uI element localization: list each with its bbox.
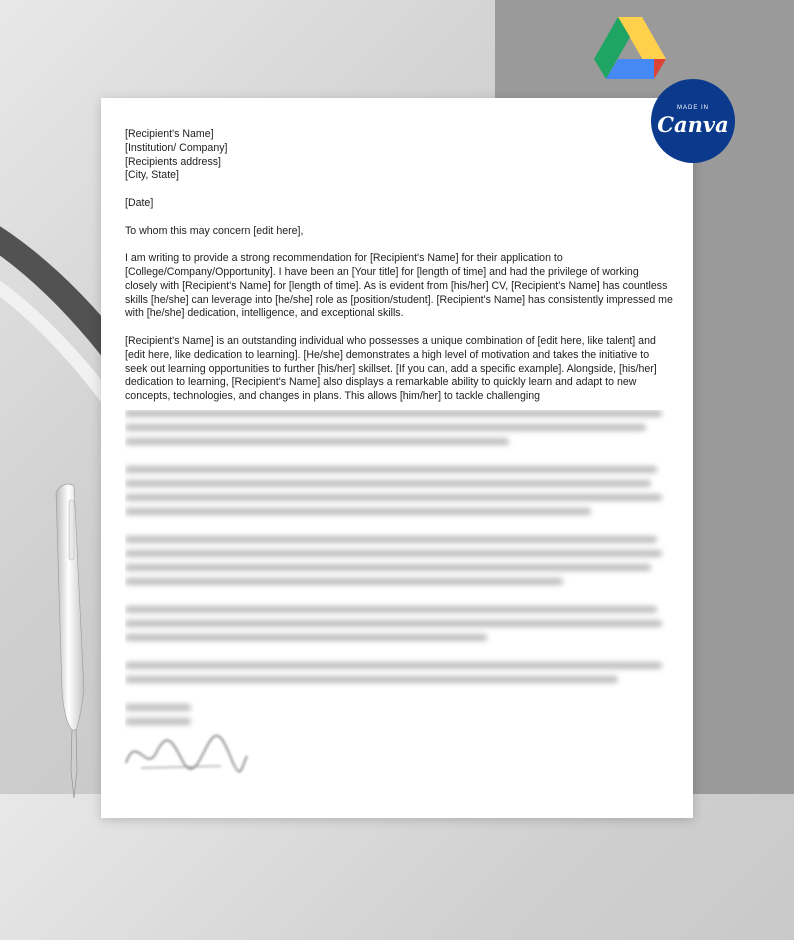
letter-paragraph-2: [Recipient's Name] is an outstanding individual who possesses a unique combination of [edit here, like talent] and [edit here, like dedication to learning]. [He/she] demonstrates a high level of motivation and takes the initiative to seek out learning opportunities to further [his/her] skillset. [If you can, add a specific example]. Alongside, [his/her] dedication to learning, [Recipient's Name] also displays a remarkable ability to quickly learn and adapt to new concepts, technologies, and changes in plans. This allows [him/her] to tackle challenging (125, 334, 657, 403)
canva-wordmark: Canva (657, 112, 729, 137)
made-in-canva-badge (651, 79, 735, 163)
address-line-name: [Recipient's Name] (125, 128, 214, 140)
letter-paper (101, 98, 693, 818)
letter-salutation: To whom this may concern [edit here], (125, 224, 304, 237)
google-drive-icon (592, 15, 668, 81)
recipient-address-block (125, 128, 673, 183)
pen-illustration (50, 480, 90, 800)
signature-scribble (121, 728, 251, 778)
letter-paragraph-1: I am writing to provide a strong recommendation for [Recipient's Name] for their application to [College/Company/Opportunity]. I have been an [Your title] for [length of time] and had the privilege of working closely with [Recipient's Name] for [length of time]. As is evident from [his/her] CV, [Recipient's Name] has countless skills [he/she] can leverage into [he/she] role as [position/student]. [Recipient's Name] has consistently impressed me with [he/she] dedication, intelligence, and exceptional skills. (125, 252, 673, 320)
letter-body (125, 128, 673, 418)
letter-date: [Date] (125, 196, 154, 209)
address-line-address: [Recipients address] (125, 155, 221, 168)
address-line-city: [City, State] (125, 169, 179, 182)
address-line-institution: [Institution/ Company] (125, 141, 228, 154)
canva-badge-small-text: MADE IN (676, 105, 709, 111)
